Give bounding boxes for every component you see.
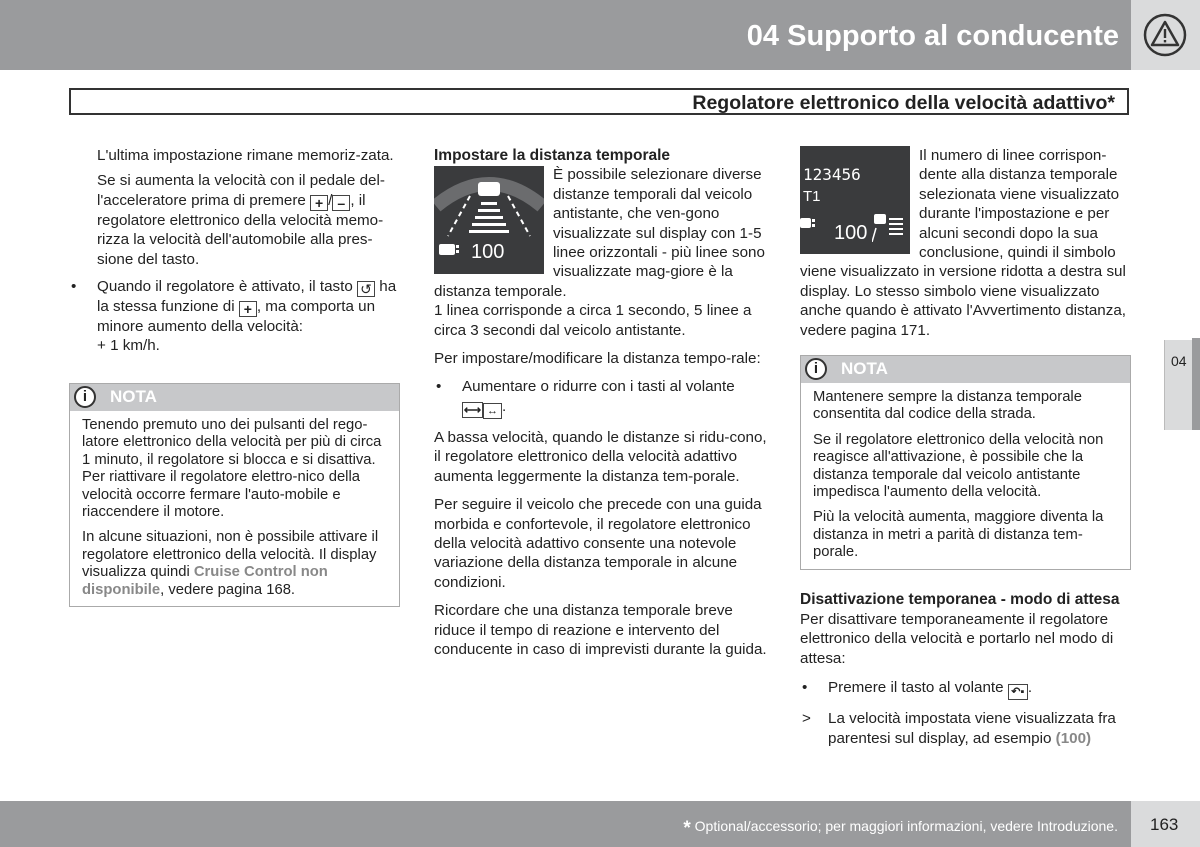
bullet: •	[802, 679, 808, 697]
note-paragraph	[82, 529, 387, 599]
paragraph: Per impostare/modificare la distanza tempo-rale:	[434, 350, 761, 368]
text: La velocità impostata viene visualizzata fra parentesi sul display, ad esempio	[828, 710, 1116, 747]
column-2	[434, 146, 768, 659]
note-body	[70, 411, 399, 607]
text: , il regolatore elettronico della velocità memo-rizza la velocità dell'automobile alla pres-sione del tasto.	[97, 191, 384, 268]
standby-key-icon: ↶▪	[1008, 684, 1028, 700]
text: Se si aumenta la velocità con il pedale del-l'acceleratore prima di premere	[97, 172, 385, 209]
bullet: •	[436, 378, 442, 396]
display-message: Cruise Control non disponibile	[82, 564, 328, 598]
paragraph: A bassa velocità, quando le distanze si ridu-cono, il regolatore elettronico della velocità adattivo aumenta leggermente la distanza tem-porale.	[434, 428, 767, 485]
note-box	[69, 383, 400, 607]
list-item	[802, 709, 1133, 748]
note-title: NOTA	[110, 387, 157, 406]
display-odometer: 123456	[803, 165, 861, 184]
note-box	[800, 355, 1131, 570]
note-header	[801, 356, 1130, 383]
vehicle-icon	[800, 218, 816, 232]
note-paragraph: Più la velocità aumenta, maggiore diventa la distanza in metri a parità di distanza tem-porale.	[813, 509, 1104, 561]
list-item	[71, 277, 402, 356]
text: Quando il regolatore è attivato, il tasto	[97, 278, 358, 296]
note-title: NOTA	[841, 359, 888, 378]
warning-triangle-icon	[1143, 13, 1187, 57]
resume-key-icon: ↺	[357, 281, 375, 297]
note-paragraph: Mantenere sempre la distanza temporale consentita dal codice della strada.	[813, 389, 1082, 423]
plus-key-icon: +	[239, 301, 257, 317]
column-3	[800, 146, 1133, 340]
display-speed: 100	[834, 222, 868, 244]
note-header	[70, 384, 399, 411]
paragraph: 1 linea corrisponde a circa 1 secondo, 5 linee a circa 3 secondi dal veicolo antistante.	[434, 302, 752, 339]
display-trip: T1	[803, 188, 821, 205]
section-title-box	[69, 88, 1129, 115]
paragraph: È possibile selezionare diverse distanze temporali dal veicolo antistante, che ven-gono visualizzate sul display con 1-5 linee orizzontali - più linee sono visualizzate mag-giore è la distanza temporale.	[434, 166, 765, 300]
page-number-box	[1131, 801, 1200, 847]
page-number: 163	[1150, 815, 1179, 834]
paragraph: Per disattivare temporaneamente il regolatore elettronico della velocità e portarlo nel modo di attesa:	[800, 611, 1114, 667]
display-value: (100)	[1055, 729, 1092, 747]
text: ha la stessa funzione di	[97, 278, 397, 316]
warning-tab	[1131, 0, 1200, 70]
subheading: Disattivazione temporanea - modo di attesa	[800, 591, 1120, 608]
list-item	[436, 377, 768, 418]
text: + 1 km/h.	[97, 337, 160, 355]
text: Aumentare o ridurre con i tasti al volante	[462, 378, 735, 396]
side-tab-marker	[1192, 338, 1200, 430]
text: In alcune situazioni, non è possibile attivare il regolatore elettronico della velocità. Il display visualizza quindi	[82, 529, 379, 581]
list-item	[802, 678, 1133, 700]
display-image	[800, 146, 910, 254]
paragraph: Ricordare che una distanza temporale breve riduce il tempo di reazione e intervento del conducente in caso di imprevisti durante la guida.	[434, 602, 767, 658]
distance-increase-key-icon: ⟷	[463, 402, 482, 417]
info-icon: i	[805, 358, 827, 380]
text: .	[502, 397, 507, 415]
subheading: Impostare la distanza temporale	[434, 147, 671, 164]
footer-text: Optional/accessorio; per maggiori informazioni, vedere Introduzione.	[694, 818, 1118, 834]
bullet: •	[71, 278, 77, 296]
text: Premere il tasto al volante	[828, 679, 1008, 697]
text: , vedere pagina 168.	[160, 581, 296, 598]
note-body	[801, 383, 1130, 570]
paragraph: Se si aumenta la velocità con il pedale del-l'acceleratore prima di premere + / – , il regolatore elettronico della velocità memo-rizza la velocità dell'automobile alla pres-sione del tasto.	[97, 172, 385, 268]
plus-key-icon: +	[310, 195, 328, 211]
paragraph: Per seguire il veicolo che precede con una guida morbida e confortevole, il regolatore elettronico della velocità adattivo consente una notevole variazione della distanza temporale in alcune condizioni.	[434, 496, 762, 591]
paragraph: L'ultima impostazione rimane memoriz-zata.	[97, 147, 394, 164]
chapter-title: 04 Supporto al conducente	[746, 20, 1119, 52]
column-3-lower	[800, 589, 1133, 748]
text: , ma comporta un minore aumento della velocità:	[97, 298, 376, 336]
distance-decrease-key-icon: ↔	[483, 403, 502, 419]
column-1	[71, 146, 402, 356]
distance-symbol-icon	[872, 214, 906, 242]
text: .	[1027, 679, 1033, 697]
asterisk: *	[683, 818, 691, 839]
side-tab-label: 04	[1171, 353, 1187, 369]
display-speed: 100	[471, 241, 505, 264]
section-title: Regolatore elettronico della velocità adattivo*	[692, 92, 1115, 114]
display-image	[434, 166, 544, 274]
result-arrow: >	[802, 710, 811, 728]
footer-note	[683, 818, 1118, 837]
info-icon: i	[74, 386, 96, 408]
paragraph: Il numero di linee corrispon-dente alla distanza temporale selezionata viene visualizzato durante l'impostazione e per alcuni secondi dopo la sua conclusione, quindi il simbolo viene visualizzato in versione ridotta a destra sul display. Lo stesso simbolo viene visualizzato anche quando è attivato l'Avvertimento distanza, vedere pagina 171.	[800, 147, 1126, 339]
minus-key-icon: –	[332, 195, 350, 211]
note-paragraph: Se il regolatore elettronico della velocità non reagisce all'attivazione, è possibile che la distanza temporale dal veicolo antistante impedisca l'aumento della velocità.	[813, 431, 1104, 501]
note-paragraph: Tenendo premuto uno dei pulsanti del rego-latore elettronico della velocità per più di circa 1 minuto, il regolatore si blocca e si disattiva. Per riattivare il regolatore elettro-nico della velocità occorre fermare l'auto-mobile e riaccendere il motore.	[82, 417, 382, 521]
